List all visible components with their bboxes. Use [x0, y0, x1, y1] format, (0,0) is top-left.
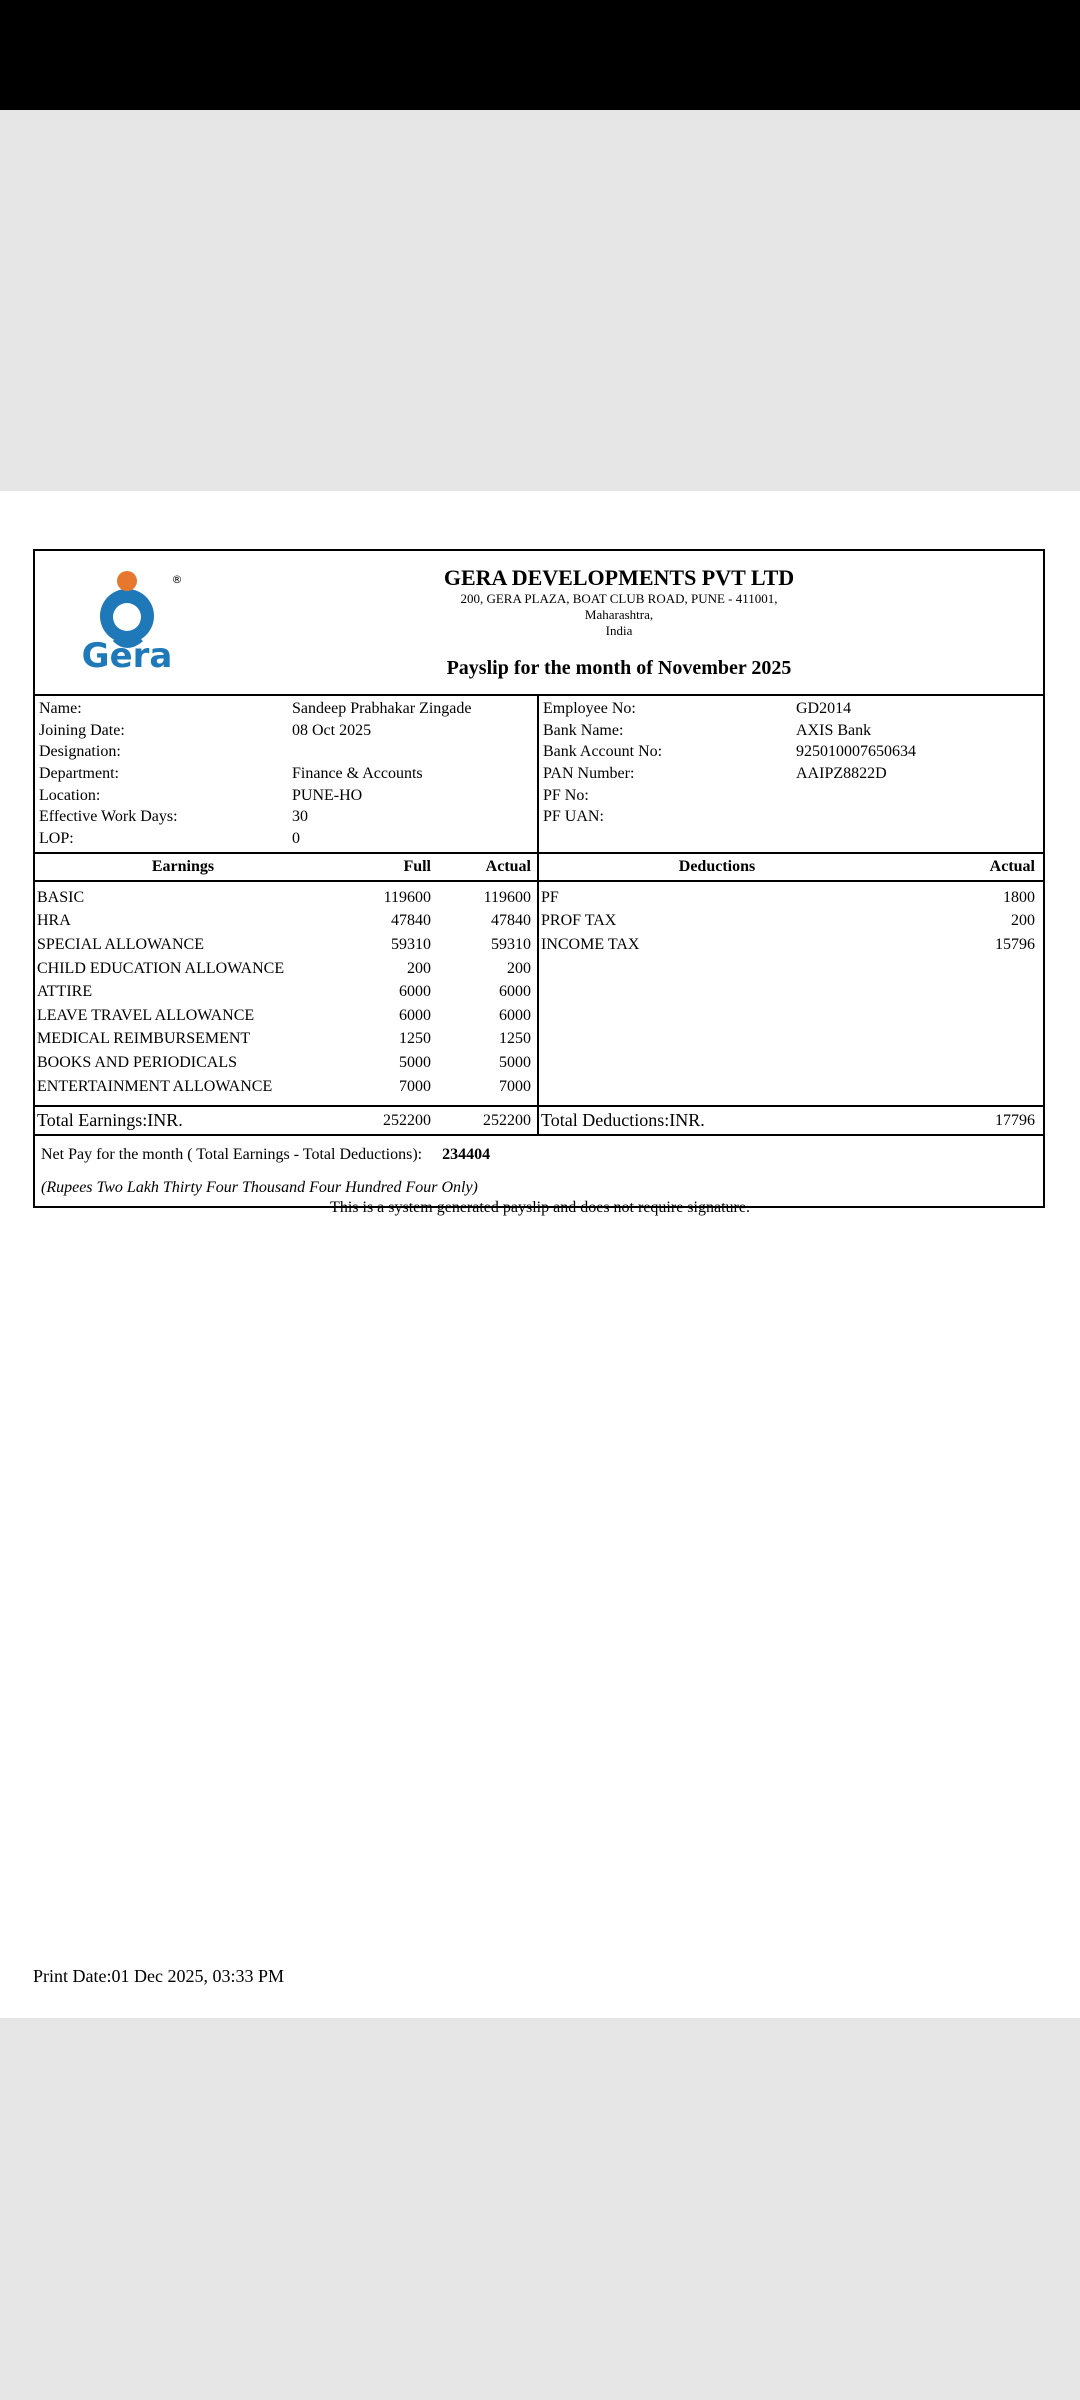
registered-mark: ® [171, 573, 183, 586]
earnings-header [35, 854, 537, 882]
earnings-deductions [35, 854, 1043, 1134]
info-row: Name: Sandeep Prabhakar Zingade [39, 700, 472, 717]
full-heading: Full [403, 857, 431, 875]
info-row: PF No: [543, 786, 589, 804]
deductions-heading: Deductions [678, 857, 756, 875]
net-pay-amount: 234404 [442, 1145, 491, 1163]
table-row: ATTIRE 6000 6000 [37, 983, 531, 1001]
company-address-line3: India [605, 623, 633, 638]
print-date: Print Date:01 Dec 2025, 03:33 PM [33, 1966, 284, 1986]
total-earnings-label: Total Earnings:INR. [37, 1109, 183, 1130]
info-row: Joining Date: 08 Oct 2025 [39, 721, 372, 739]
info-row: Employee No: GD2014 [543, 700, 852, 717]
total-deductions-label: Total Deductions:INR. [541, 1109, 705, 1130]
info-row: Department: Finance & Accounts [39, 765, 423, 783]
deductions-actual-heading: Actual [989, 857, 1035, 875]
employee-info [35, 696, 1043, 854]
deductions-rows [539, 882, 1043, 1105]
table-row: PF 1800 [541, 888, 1035, 906]
net-pay-in-words: (Rupees Two Lakh Thirty Four Thousand Four Hundred Four Only) [41, 1178, 478, 1196]
company-address-line1: 200, GERA PLAZA, BOAT CLUB ROAD, PUNE - 411001, [460, 591, 778, 606]
table-row: BOOKS AND PERIODICALS 5000 5000 [37, 1053, 531, 1071]
total-deductions-actual: 17796 [995, 1111, 1035, 1129]
info-row: Effective Work Days: 30 [39, 808, 308, 826]
logo-wordmark: Gera [81, 636, 173, 671]
payslip [33, 549, 1045, 1208]
table-row: PROF TAX 200 [541, 912, 1035, 930]
table-row: BASIC 119600 119600 [37, 888, 531, 906]
net-pay-line [41, 1144, 1037, 1166]
company-block [195, 563, 1043, 680]
info-row: PF UAN: [543, 808, 604, 826]
table-row: ENTERTAINMENT ALLOWANCE 7000 7000 [37, 1077, 531, 1095]
info-row: Designation: [39, 743, 121, 761]
info-row: PAN Number: AAIPZ8822D [543, 765, 887, 783]
net-pay-label: Net Pay for the month ( Total Earnings - Total Deductions): [41, 1145, 423, 1163]
total-earnings-actual: 252200 [483, 1111, 531, 1129]
info-row: Bank Account No: 925010007650634 [543, 743, 916, 761]
table-row: MEDICAL REIMBURSEMENT 1250 1250 [37, 1030, 531, 1048]
table-row: HRA 47840 47840 [37, 912, 531, 930]
table-row: LEAVE TRAVEL ALLOWANCE 6000 6000 [37, 1006, 531, 1024]
earnings-rows [35, 882, 537, 1105]
company-address-line2: Maharashtra, [584, 607, 654, 622]
earnings-table [35, 854, 539, 1134]
info-row: LOP: 0 [39, 830, 300, 848]
table-row: SPECIAL ALLOWANCE 59310 59310 [37, 936, 531, 953]
earnings-heading: Earnings [151, 857, 215, 875]
payslip-header [35, 551, 1043, 696]
gera-logo [55, 561, 195, 671]
employee-info-left [35, 696, 539, 852]
info-row: Bank Name: AXIS Bank [543, 721, 872, 739]
info-row: Location: PUNE-HO [39, 786, 363, 804]
deductions-header [539, 854, 1043, 882]
payslip-title: Payslip for the month of November 2025 [446, 657, 792, 679]
payslip-page [0, 491, 1080, 2018]
total-earnings-row [35, 1105, 537, 1134]
system-generated-note: This is a system generated payslip and does not require signature. [330, 1199, 750, 1216]
table-row: INCOME TAX 15796 [541, 936, 1035, 953]
status-bar [0, 0, 1080, 110]
total-earnings-full: 252200 [383, 1111, 431, 1129]
company-name: GERA DEVELOPMENTS PVT LTD [443, 565, 795, 590]
deductions-table [539, 854, 1043, 1134]
total-deductions-row [539, 1105, 1043, 1134]
net-pay-section [35, 1134, 1043, 1206]
actual-heading: Actual [485, 857, 531, 875]
employee-info-right [539, 696, 1043, 852]
table-row: CHILD EDUCATION ALLOWANCE 200 200 [37, 959, 531, 977]
